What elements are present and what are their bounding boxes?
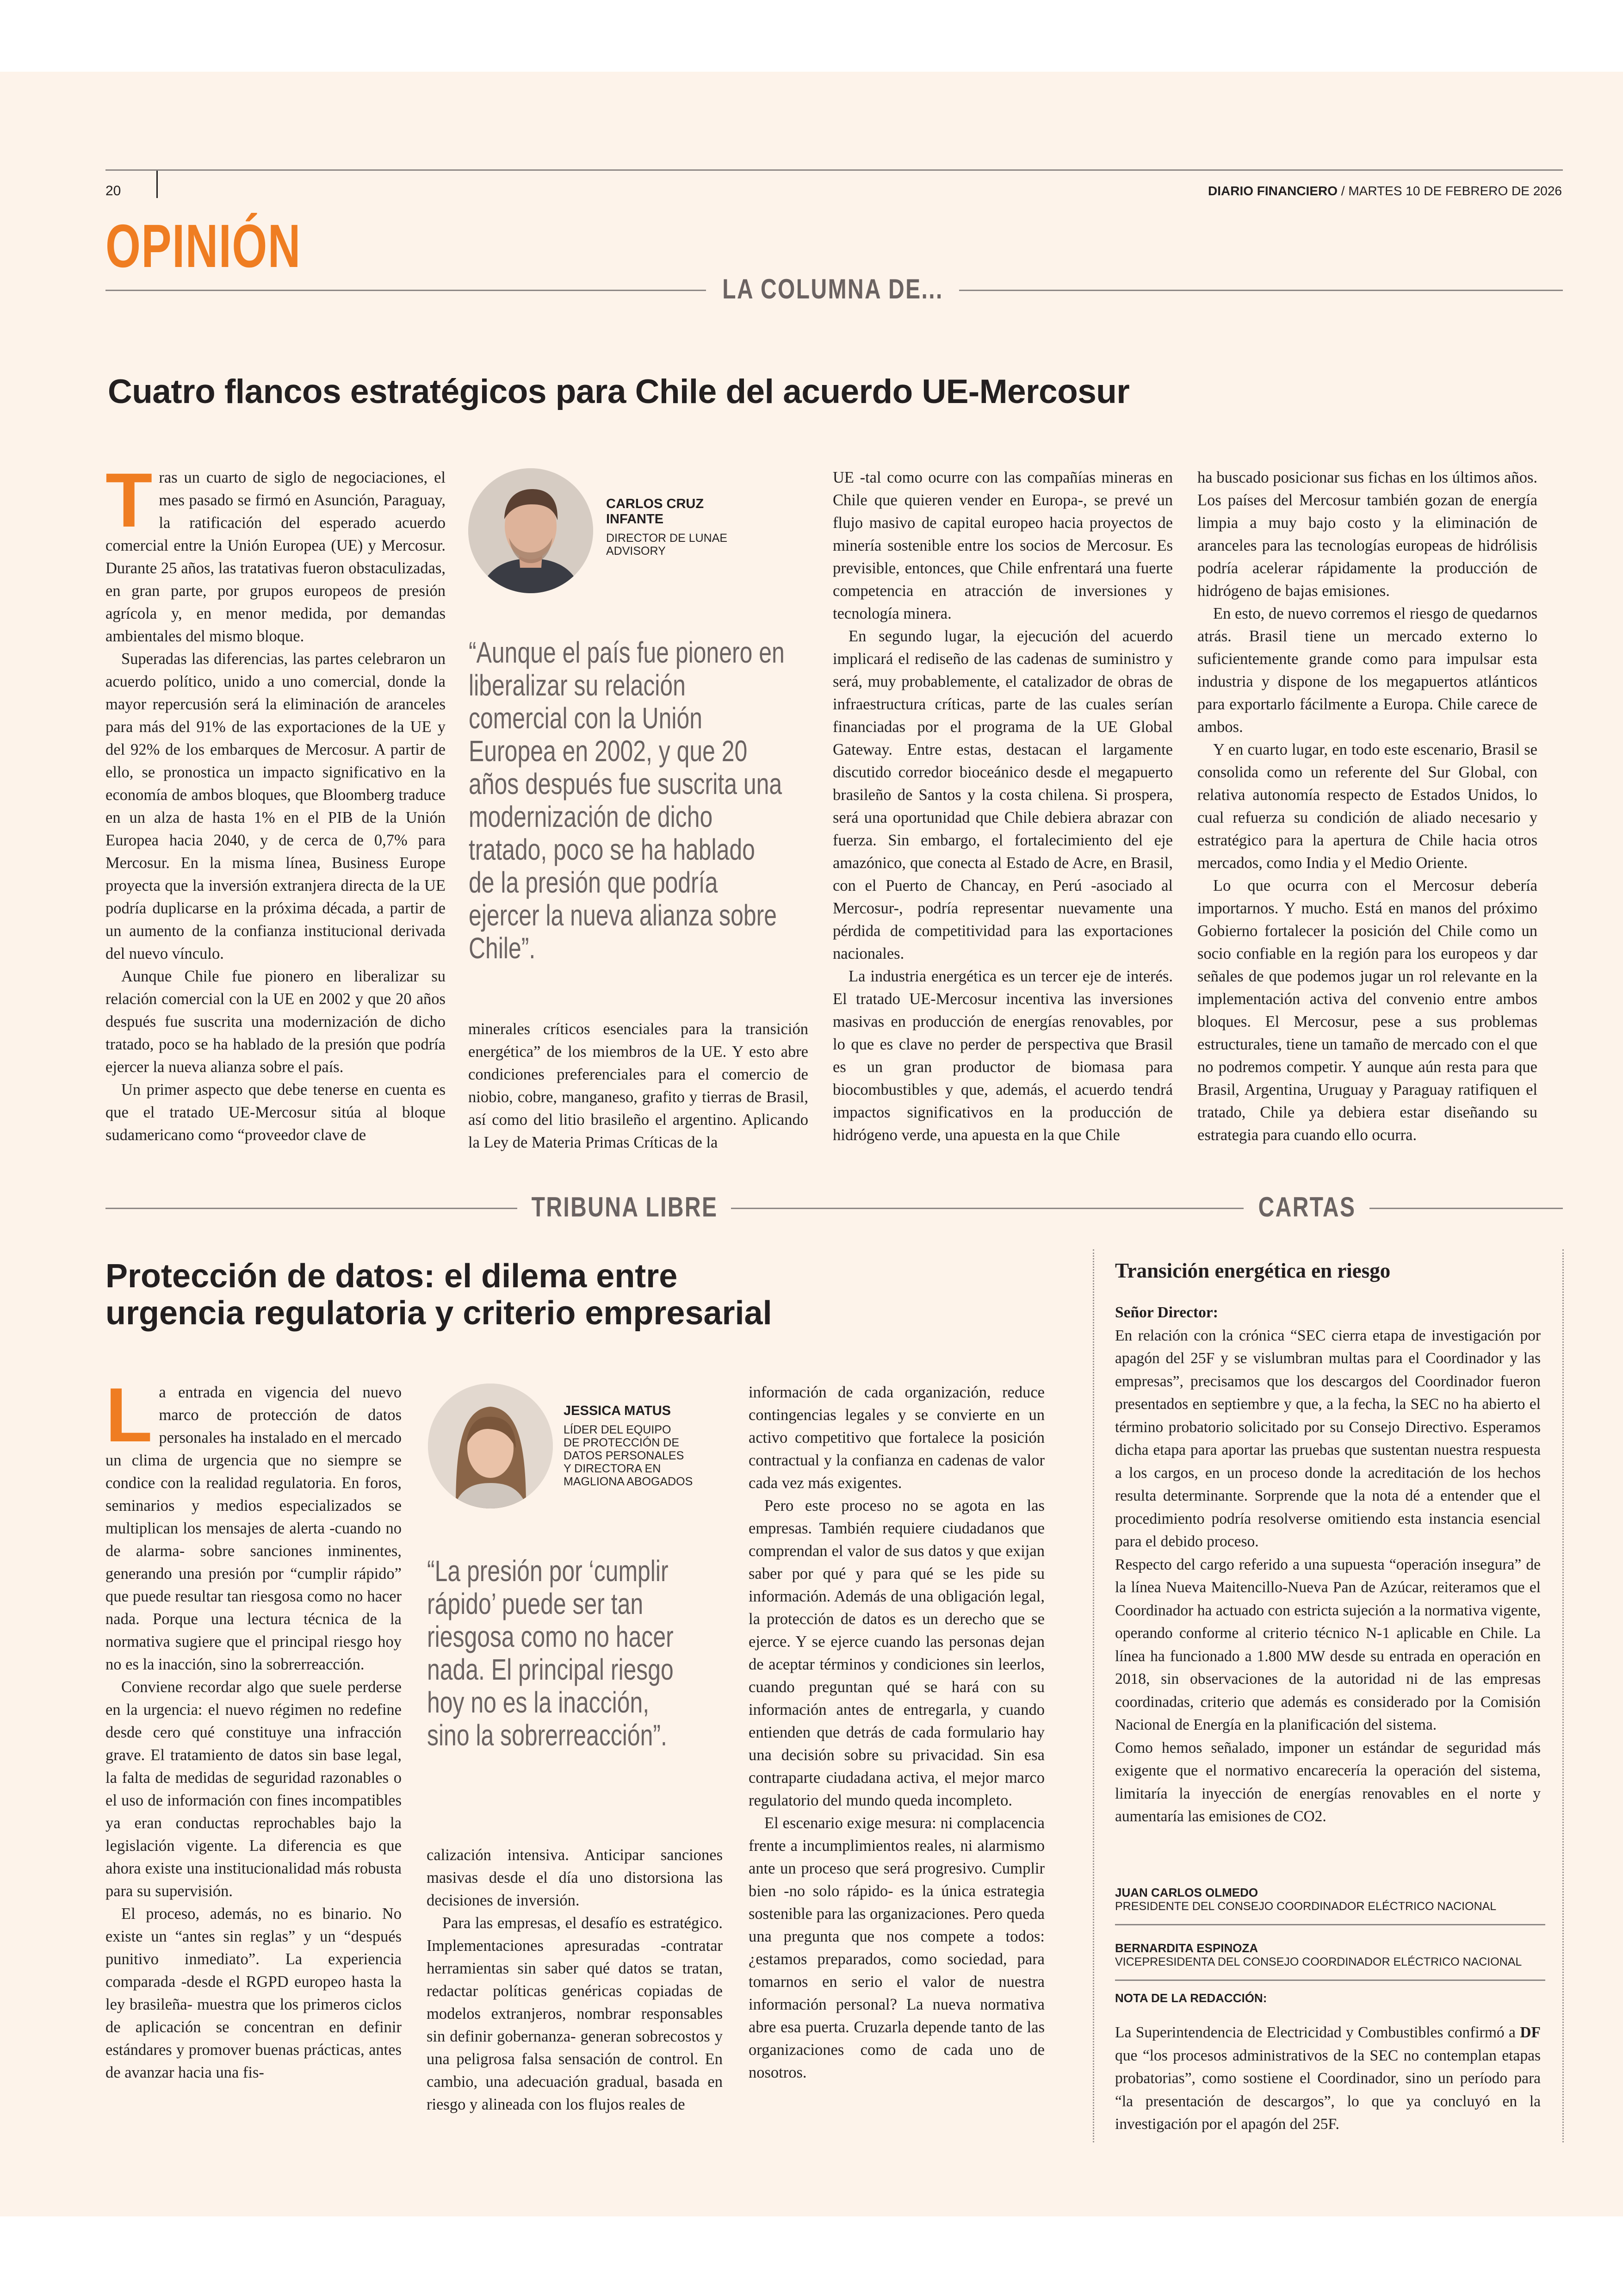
- tribuna-drop-cap: L: [105, 1372, 153, 1458]
- cartas-letter-body: Señor Director: En relación con la crónica “SEC cierra etapa de investigación por apagón del 25F y se vislumbran multas para el Coordinador y las empresas”, precisamos que los descargos del Coordinador fueron presentados en septiembre y que, a la fecha, la SEC no ha abierto el término probatorio solicitado por su Consejo Directivo. Esperamos dicha etapa para aportar las pruebas que sustentan nuestra respuesta a los cargos, en un proceso donde la acreditación de los hechos resulta determinante. Sorprende que la nota dé a entender que el procedimiento podría resolverse omitiendo esta instancia esencial para el debido proceso. Respecto del cargo referido a una supuesta “operación insegura” de la línea Nueva Maitencillo-Nueva Pan de Azúcar, reiteramos que el Coordinador ha actuado con estricta sujeción a la normativa vigente, operando conforme al criterio técnico N-1 aplicable en Chile. La línea ha funcionado a 1.800 MW desde su entrada en operación en 2018, sin observaciones de la autoridad ni de las empresas coordinadas, criterio que además es considerado por la Comisión Nacional de Energía en la planificación del sistema. Como hemos señalado, imponer un estándar de seguridad más exigente que el normativo encarecería la operación del sistema, limitaría la inyección de energías renovables en el norte y aumentaría las emisiones de CO2.: [1115, 1301, 1541, 1828]
- column-text-col3: UE -tal como ocurre con las compañías mineras en Chile que quieren vender en Europa-, se prevé un flujo masivo de capital europeo hacia proyectos de minería sostenible entre los socios de Mercosur. Es previsible, entonces, que Chile enfrentará una fuerte competencia en atracción de inversiones y tecnología minera. En segundo lugar, la ejecución del acuerdo implicará el rediseño de las cadenas de suministro y será, muy probablemente, el catalizador de obras de infraestructura críticas, parte de las cuales serían financiadas por el programa de la UE Global Gateway. Entre estas, destacan el largamente discutido corredor bioceánico desde el megapuerto brasileño de Santos y la costa chilena. Si prospera, será una oportunidad que Chile debiera abrazar con fuerza. Sin embargo, el fortalecimiento del eje amazónico, que conecta al Estado de Acre, en Brasil, con el Puerto de Chancay, en Perú -asociado al Mercosur-, podría representar nuevamente una pérdida de competitividad para las exportaciones nacionales. La industria energética es un tercer eje de interés. El tratado UE-Mercosur incentiva las inversiones masivas en producción de energías renovables, por lo que es clave no perder de perspectiva que Brasil es un gran productor de biomasa para biocombustibles y que, además, el acuerdo tendrá impactos significativos en la producción de hidrógeno verde, una apuesta en la que Chile: [833, 469, 1173, 1144]
- tribuna-label: TRIBUNA LIBRE: [531, 1191, 718, 1222]
- column-label-rule-left: [105, 290, 706, 291]
- tribuna-text-col1: La entrada en vigencia del nuevo marco de protección de datos personales ha instalado en el mercado un clima de urgencia que no siempre se condice con la realidad regulatoria. En foros, seminarios y medios especializados se multiplican los mensajes de alerta -cuando no de alarma- sobre sanciones inminentes, generando una presión por “cumplir rápido” que puede resultar tan riesgosa como no hacer nada. Porque una lectura técnica de la normativa sugiere que el principal riesgo hoy no es la inacción, sino la sobrerreacción. Conviene recordar algo que suele perderse en la urgencia: el nuevo régimen no redefine desde cero qué constituye una infracción grave. El tratamiento de datos sin base legal, la falta de medidas de seguridad razonables o el uso de información con fines incompatibles ya eran conductas reprochables bajo la legislación vigente. La diferencia es que ahora existe una institucionalidad más robusta para su supervisión. El proceso, además, no es binario. No existe un “antes sin reglas” y un “después punitivo inmediato”. La experiencia comparada -desde el RGPD europeo hasta la ley brasileña- muestra que los primeros ciclos de aplicación se concentran en definir estándares y promover buenas prácticas, antes de avanzar hacia una fis-: [105, 1372, 402, 2081]
- column-text-col1: Tras un cuarto de siglo de negociaciones, el mes pasado se firmó en Asunción, Paraguay, la ratificación del esperado acuerdo comercial entre la Unión Europea (UE) y Mercosur. Durante 25 años, las tratativas fueron obstaculizadas, en gran parte, por grupos europeos de presión agrícola y, en menor medida, por demandas ambientales del mismo bloque. Superadas las diferencias, las partes celebraron un acuerdo político, unido a uno comercial, donde la mayor repercusión será la eliminación de aranceles para más del 91% de las exportaciones de la UE y del 92% de los embarques de Mercosur. A partir de ello, se pronostica un impacto significativo en la economía de ambos bloques, que Bloomberg traduce en un alza de hasta 1% en el PIB de la Unión Europea hacia 2040, y de cerca de 0,7% para Mercosur. En la misma línea, Business Europe proyecta que la inversión extranjera directa de la UE podría duplicarse en la próxima década, a partir de un aumento de la confianza institucional derivada del nuevo vínculo. Aunque Chile fue pionero en liberalizar su relación comercial con la UE en 2002 y que 20 años después fue suscrita una modernización de dicho tratado, poco se ha hablado de la presión que podría ejercer la nueva alianza sobre el país. Un primer aspecto que debe tenerse en cuenta es que el tratado UE-Mercosur sitúa al bloque sudamericano como “proveedor clave de: [105, 458, 446, 1144]
- cartas-rule-right: [1369, 1208, 1563, 1209]
- publication-name: DIARIO FINANCIERO: [1208, 184, 1338, 198]
- author-info-jessica: JESSICA MATUS LÍDER DEL EQUIPO DE PROTECCIÓN DE DATOS PERSONALES Y DIRECTORA EN MAGLIONA ABOGADOS: [564, 1403, 693, 1488]
- header-divider: [156, 170, 158, 198]
- editor-note-title: NOTA DE LA REDACCIÓN:: [1115, 1991, 1267, 2005]
- author-photo-jessica: [428, 1384, 553, 1508]
- column-text-col2: minerales críticos esenciales para la transición energética” de los miembros de la UE. Y esto abre condiciones preferenciales para el comercio de niobio, cobre, manganeso, grafito y tierras de Brasil, así como del litio brasileño el argentino. Aplicando la Ley de Materia Primas Críticas de la: [468, 1020, 808, 1151]
- author-info-carlos: CARLOS CRUZ INFANTE DIRECTOR DE LUNAE ADVISORY: [606, 496, 728, 558]
- cartas-sig-rule-2: [1115, 1980, 1545, 1981]
- masthead-dateline: [1208, 184, 1562, 199]
- tribuna-pull-quote: “La presión por ‘cumplir rápido’ puede ser tan riesgosa como no hacer nada. El principal riesgo hoy no es la inacción, sino la sobrerreacción”.: [427, 1554, 674, 1752]
- tribuna-rule-right: [731, 1208, 1244, 1209]
- column-drop-cap: T: [105, 458, 153, 543]
- column-text-col4: ha buscado posicionar sus fichas en los últimos años. Los países del Mercosur también gozan de energía limpia a muy bajo costo y la eliminación de aranceles para las tecnologías europeas de hidrólisis podría acelerar rápidamente la producción de hidrógeno de bajas emisiones. En esto, de nuevo corremos el riesgo de quedarnos atrás. Brasil tiene un mercado externo lo suficientemente grande como para impulsar esta industria y dispone de los megapuertos atlánticos para exportarlo fácilmente a Europa. Chile carece de ambos. Y en cuarto lugar, en todo este escenario, Brasil se consolida como un referente del Sur Global, con relativa autonomía respecto de Estados Unidos, lo cual refuerza su condición de aliado necesario y estratégico para la apertura de Chile hacia otros mercados, como India y el Medio Oriente. Lo que ocurra con el Mercosur debería importarnos. Y mucho. Está en manos del próximo Gobierno fortalecer la posición del Chile como un socio confiable en la región para los europeos y dar señales de que podemos jugar un rol relevante en la implementación activa del convenio entre ambos bloques. El Mercosur, pese a sus problemas estructurales, tiene un tamaño de mercado con el que no podremos competir. Y aunque aún resta para que Brasil, Argentina, Uruguay y Paraguay ratifiquen el tratado, Chile ya debiera estar diseñando su estrategia para cuando ello ocurra.: [1197, 469, 1537, 1144]
- cartas-signature-1: JUAN CARLOS OLMEDO PRESIDENTE DEL CONSEJO COORDINADOR ELÉCTRICO NACIONAL: [1115, 1886, 1497, 1913]
- column-headline: Cuatro flancos estratégicos para Chile del acuerdo UE-Mercosur: [108, 373, 1130, 410]
- cartas-headline: Transición energética en riesgo: [1115, 1259, 1391, 1282]
- section-title: OPINIÓN: [105, 212, 301, 280]
- column-label: LA COLUMNA DE...: [722, 273, 943, 304]
- cartas-label: CARTAS: [1258, 1191, 1356, 1222]
- tribuna-text-col2: calización intensiva. Anticipar sanciones masivas desde el día uno distorsiona las decisiones de inversión. Para las empresas, el desafío es estratégico. Implementaciones apresuradas -contratar herramientas sin saber qué datos se tratan, redactar políticas genéricas copiadas de modelos extranjeros, nombrar responsables sin definir gobernanza- generan sobrecostos y una peligrosa falsa sensación de control. En cambio, una adecuación gradual, basada en riesgo y alineada con los flujos reales de: [427, 1846, 723, 2113]
- cartas-signature-2: BERNARDITA ESPINOZA VICEPRESIDENTA DEL CONSEJO COORDINADOR ELÉCTRICO NACIONAL: [1115, 1941, 1522, 1968]
- tribuna-rule-left: [105, 1208, 517, 1209]
- tribuna-text-col3: información de cada organización, reduce contingencias legales y se convierte en un activo competitivo que fortalece la posición contractual y la confianza en cadenas de valor cada vez más exigentes. Pero este proceso no se agota en las empresas. También requiere ciudadanos que comprendan el valor de sus datos y que exijan saber por qué y para qué se les pide su información. Además de una obligación legal, la protección de datos es un derecho que se ejerce. Y se ejerce cuando las personas dejan de aceptar términos y condiciones sin leerlos, cuando preguntan qué se hará con su información antes de entregarla, y cuando entienden que detrás de cada formulario hay una decisión sobre su privacidad. Sin esa contraparte ciudadana activa, el mejor marco regulatorio del mundo queda incompleto. El escenario exige mesura: ni complacencia frente a incumplimientos reales, ni alarmismo ante un proceso que será progresivo. Cumplir bien -no solo rápido- es la única estrategia sostenible para las organizaciones. Pero queda una pregunta que nos compete a todos: ¿estamos preparados, como sociedad, para tomarnos en serio el valor de nuestra información personal? La nueva normativa abre esa puerta. Cruzarla depende tanto de las organizaciones como de cada uno de nosotros.: [749, 1384, 1045, 2081]
- issue-date: / MARTES 10 DE FEBRERO DE 2026: [1338, 184, 1562, 198]
- column-pull-quote: “Aunque el país fue pionero en liberalizar su relación comercial con la Unión Europea en 2002, y que 20 años después fue suscrita una modernización de dicho tratado, poco se ha hablado de la presión que podría ejercer la nueva alianza sobre Chile”.: [469, 636, 785, 965]
- column-label-rule-right: [959, 290, 1563, 291]
- editor-note: La Superintendencia de Electricidad y Combustibles confirmó a DF que “los procesos administrativos de la SEC no contemplan etapas probatorias”, como sostiene el Coordinador, sino un período para “la presentación de descargos”, lo que ya concluyó en la investigación por el apagón del 25F.: [1115, 2024, 1541, 2133]
- cartas-sig-rule-1: [1115, 1924, 1545, 1925]
- page-number: 20: [105, 183, 121, 199]
- header-rule: [105, 169, 1563, 171]
- tribuna-headline: Protección de datos: el dilema entre urgencia regulatoria y criterio empresarial: [105, 1258, 772, 1332]
- cartas-salutation: Señor Director:: [1115, 1304, 1218, 1321]
- author-photo-carlos: [468, 468, 593, 593]
